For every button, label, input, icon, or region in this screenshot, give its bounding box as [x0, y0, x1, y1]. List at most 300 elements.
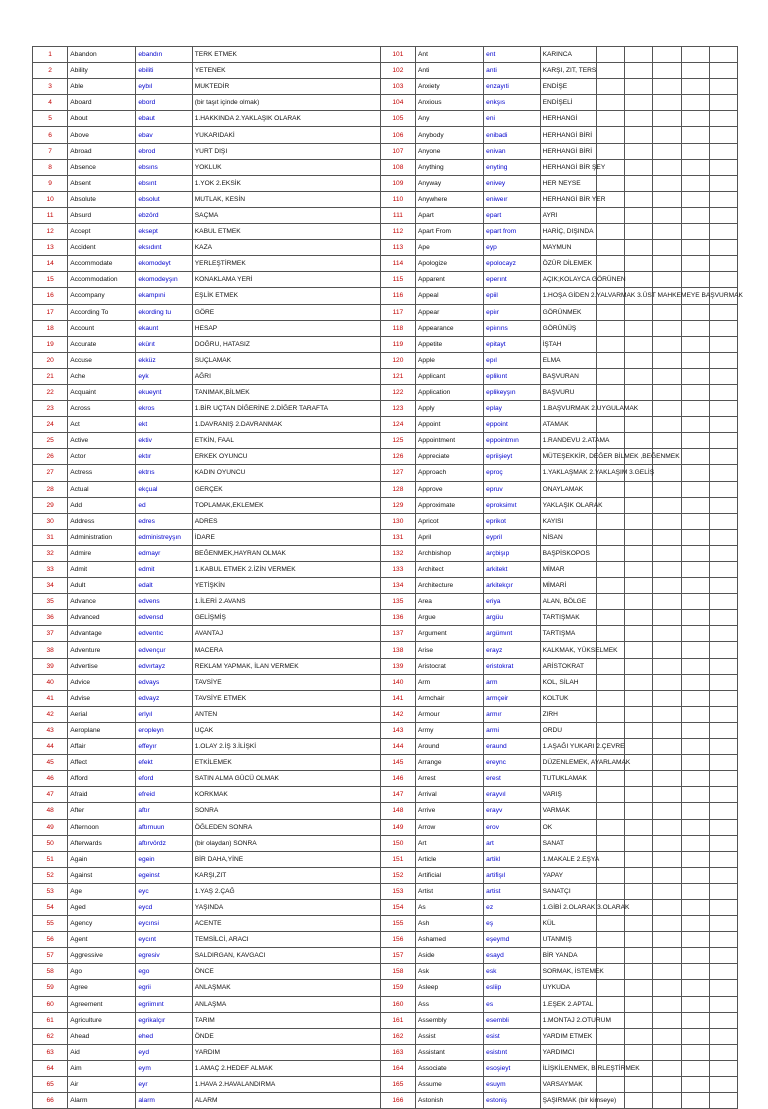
entry-number: 106: [380, 127, 415, 143]
empty-cell: [653, 964, 681, 980]
empty-cell: [653, 642, 681, 658]
turkish-meaning: BEĞENMEK,HAYRAN OLMAK: [192, 545, 380, 561]
english-word: Application: [416, 384, 484, 400]
empty-cell: [625, 948, 653, 964]
pronunciation: artist: [484, 883, 540, 899]
empty-cell: [596, 143, 624, 159]
table-row: [33, 497, 738, 513]
table-row: [33, 224, 738, 240]
turkish-meaning: TAVSİYE: [192, 674, 380, 690]
table-row: [33, 964, 738, 980]
pronunciation: epruv: [484, 481, 540, 497]
empty-cell: [681, 562, 709, 578]
empty-cell: [596, 513, 624, 529]
empty-cell: [653, 63, 681, 79]
empty-cell: [625, 79, 653, 95]
empty-cell: [681, 916, 709, 932]
turkish-meaning: ANLAŞMA: [192, 996, 380, 1012]
empty-cell: [681, 79, 709, 95]
pronunciation: edventıc: [136, 626, 192, 642]
empty-cell: [653, 191, 681, 207]
entry-number: 15: [33, 272, 68, 288]
entry-number: 166: [380, 1093, 415, 1109]
english-word: Accept: [68, 224, 136, 240]
table-row: [33, 883, 738, 899]
pronunciation: anti: [484, 63, 540, 79]
pronunciation: egriimınt: [136, 996, 192, 1012]
empty-cell: [709, 642, 737, 658]
empty-cell: [625, 545, 653, 561]
pronunciation: erlyıl: [136, 706, 192, 722]
empty-cell: [653, 368, 681, 384]
pronunciation: art: [484, 835, 540, 851]
empty-cell: [709, 883, 737, 899]
pronunciation: edvırtayz: [136, 658, 192, 674]
pronunciation: ehed: [136, 1028, 192, 1044]
entry-number: 156: [380, 932, 415, 948]
empty-cell: [681, 867, 709, 883]
turkish-meaning: TOPLAMAK,EKLEMEK: [192, 497, 380, 513]
turkish-meaning: ACENTE: [192, 916, 380, 932]
entry-number: 62: [33, 1028, 68, 1044]
turkish-meaning: İDARE: [192, 529, 380, 545]
pronunciation: ekürıt: [136, 336, 192, 352]
empty-cell: [709, 739, 737, 755]
entry-number: 161: [380, 1012, 415, 1028]
english-word: Arise: [416, 642, 484, 658]
empty-cell: [681, 932, 709, 948]
entry-number: 31: [33, 529, 68, 545]
english-word: Arrow: [416, 819, 484, 835]
turkish-meaning: KÜL: [540, 916, 596, 932]
english-word: Active: [68, 433, 136, 449]
empty-cell: [709, 1077, 737, 1093]
entry-number: 143: [380, 722, 415, 738]
table-row: [33, 288, 738, 304]
empty-cell: [709, 1028, 737, 1044]
empty-cell: [681, 1077, 709, 1093]
table-row: [33, 1012, 738, 1028]
empty-cell: [709, 562, 737, 578]
english-word: Actual: [68, 481, 136, 497]
pronunciation: enibadi: [484, 127, 540, 143]
english-word: Ashamed: [416, 932, 484, 948]
table-row: [33, 320, 738, 336]
empty-cell: [681, 690, 709, 706]
turkish-meaning: ŞAŞIRMAK (bir kimseye): [540, 1093, 596, 1109]
pronunciation: efreid: [136, 787, 192, 803]
turkish-meaning: 1.HAKKINDA 2.YAKLAŞIK OLARAK: [192, 111, 380, 127]
empty-cell: [681, 755, 709, 771]
empty-cell: [681, 835, 709, 851]
entry-number: 52: [33, 867, 68, 883]
entry-number: 133: [380, 562, 415, 578]
pronunciation: ereync: [484, 755, 540, 771]
turkish-meaning: SALDIRGAN, KAVGACI: [192, 948, 380, 964]
empty-cell: [625, 578, 653, 594]
pronunciation: arkitekt: [484, 562, 540, 578]
pronunciation: eniweır: [484, 191, 540, 207]
empty-cell: [709, 932, 737, 948]
entry-number: 157: [380, 948, 415, 964]
table-row: [33, 932, 738, 948]
turkish-meaning: HER NEYSE: [540, 175, 596, 191]
table-row: [33, 578, 738, 594]
english-word: Apart From: [416, 224, 484, 240]
table-row: [33, 690, 738, 706]
empty-cell: [653, 384, 681, 400]
empty-cell: [709, 578, 737, 594]
turkish-meaning: ELMA: [540, 352, 596, 368]
pronunciation: ent: [484, 47, 540, 63]
english-word: Assume: [416, 1077, 484, 1093]
english-word: Accommodate: [68, 256, 136, 272]
entry-number: 13: [33, 240, 68, 256]
english-word: Advice: [68, 674, 136, 690]
pronunciation: edalt: [136, 578, 192, 594]
entry-number: 66: [33, 1093, 68, 1109]
turkish-meaning: BAŞPİSKOPOS: [540, 545, 596, 561]
turkish-meaning: KARINCA: [540, 47, 596, 63]
empty-cell: [625, 1093, 653, 1109]
empty-cell: [625, 883, 653, 899]
empty-cell: [596, 658, 624, 674]
turkish-meaning: GELİŞMİŞ: [192, 610, 380, 626]
empty-cell: [681, 1093, 709, 1109]
empty-cell: [625, 159, 653, 175]
empty-cell: [681, 240, 709, 256]
table-row: [33, 706, 738, 722]
english-word: Aristocrat: [416, 658, 484, 674]
table-body: [33, 47, 743, 1109]
empty-cell: [653, 819, 681, 835]
empty-cell: [681, 545, 709, 561]
english-word: Astonish: [416, 1093, 484, 1109]
pronunciation: ego: [136, 964, 192, 980]
empty-cell: [596, 883, 624, 899]
empty-cell: [653, 143, 681, 159]
pronunciation: esistınt: [484, 1044, 540, 1060]
english-word: Army: [416, 722, 484, 738]
empty-cell: [625, 916, 653, 932]
pronunciation: esayd: [484, 948, 540, 964]
turkish-meaning: TEMSİLCİ, ARACI: [192, 932, 380, 948]
table-row: [33, 304, 738, 320]
turkish-meaning: KONAKLAMA YERİ: [192, 272, 380, 288]
entry-number: 119: [380, 336, 415, 352]
english-word: Argue: [416, 610, 484, 626]
entry-number: 146: [380, 771, 415, 787]
english-word: Apologize: [416, 256, 484, 272]
empty-cell: [596, 352, 624, 368]
english-word: Anything: [416, 159, 484, 175]
empty-cell: [709, 95, 737, 111]
empty-cell: [653, 111, 681, 127]
empty-cell: [681, 739, 709, 755]
empty-cell: [681, 191, 709, 207]
entry-number: 124: [380, 417, 415, 433]
pronunciation: egresiv: [136, 948, 192, 964]
turkish-meaning: YURT DIŞI: [192, 143, 380, 159]
english-word: Account: [68, 320, 136, 336]
table-row: [33, 175, 738, 191]
table-row: [33, 594, 738, 610]
entry-number: 64: [33, 1060, 68, 1076]
turkish-meaning: (bir taşıt içinde olmak): [192, 95, 380, 111]
table-row: [33, 739, 738, 755]
empty-cell: [653, 932, 681, 948]
pronunciation: eproç: [484, 465, 540, 481]
empty-cell: [653, 626, 681, 642]
english-word: According To: [68, 304, 136, 320]
empty-cell: [596, 787, 624, 803]
empty-cell: [709, 690, 737, 706]
turkish-meaning: BİR YANDA: [540, 948, 596, 964]
empty-cell: [681, 1028, 709, 1044]
empty-cell: [596, 722, 624, 738]
turkish-meaning: ERKEK OYUNCU: [192, 449, 380, 465]
entry-number: 39: [33, 658, 68, 674]
turkish-meaning: ZIRH: [540, 706, 596, 722]
entry-number: 63: [33, 1044, 68, 1060]
empty-cell: [653, 47, 681, 63]
english-word: Armour: [416, 706, 484, 722]
turkish-meaning: YARDIMCI: [540, 1044, 596, 1060]
turkish-meaning: 1.EŞEK 2.APTAL: [540, 996, 596, 1012]
table-row: [33, 143, 738, 159]
empty-cell: [709, 433, 737, 449]
pronunciation: edres: [136, 513, 192, 529]
empty-cell: [681, 256, 709, 272]
pronunciation: eplay: [484, 401, 540, 417]
empty-cell: [625, 481, 653, 497]
empty-cell: [709, 191, 737, 207]
table-row: [33, 1077, 738, 1093]
table-row: [33, 1044, 738, 1060]
empty-cell: [709, 1060, 737, 1076]
entry-number: 53: [33, 883, 68, 899]
empty-cell: [653, 352, 681, 368]
vocabulary-table: [32, 46, 743, 1109]
pronunciation: erayz: [484, 642, 540, 658]
turkish-meaning: 1.YOK 2.EKSİK: [192, 175, 380, 191]
empty-cell: [681, 47, 709, 63]
entry-number: 137: [380, 626, 415, 642]
turkish-meaning: 1.DAVRANIŞ 2.DAVRANMAK: [192, 417, 380, 433]
table-row: [33, 803, 738, 819]
english-word: Above: [68, 127, 136, 143]
turkish-meaning: AVANTAJ: [192, 626, 380, 642]
empty-cell: [625, 111, 653, 127]
empty-cell: [653, 1077, 681, 1093]
empty-cell: [681, 706, 709, 722]
english-word: Accuse: [68, 352, 136, 368]
english-word: Arm: [416, 674, 484, 690]
entry-number: 12: [33, 224, 68, 240]
table-row: [33, 401, 738, 417]
turkish-meaning: ONAYLAMAK: [540, 481, 596, 497]
pronunciation: ektiv: [136, 433, 192, 449]
entry-number: 147: [380, 787, 415, 803]
pronunciation: edvayz: [136, 690, 192, 706]
table-row: [33, 771, 738, 787]
table-row: [33, 562, 738, 578]
empty-cell: [653, 95, 681, 111]
entry-number: 48: [33, 803, 68, 819]
english-word: Appeal: [416, 288, 484, 304]
entry-number: 22: [33, 384, 68, 400]
turkish-meaning: 1.AMAÇ 2.HEDEF ALMAK: [192, 1060, 380, 1076]
table-row: [33, 272, 738, 288]
english-word: Advance: [68, 594, 136, 610]
turkish-meaning: YARDIM: [192, 1044, 380, 1060]
english-word: Again: [68, 851, 136, 867]
english-word: Advantage: [68, 626, 136, 642]
empty-cell: [681, 224, 709, 240]
empty-cell: [681, 143, 709, 159]
pronunciation: eraund: [484, 739, 540, 755]
empty-cell: [709, 143, 737, 159]
empty-cell: [653, 1012, 681, 1028]
pronunciation: ebsınt: [136, 175, 192, 191]
empty-cell: [596, 819, 624, 835]
empty-cell: [596, 948, 624, 964]
empty-cell: [709, 529, 737, 545]
pronunciation: erayvıl: [484, 787, 540, 803]
english-word: Absent: [68, 175, 136, 191]
english-word: Area: [416, 594, 484, 610]
empty-cell: [596, 835, 624, 851]
empty-cell: [625, 690, 653, 706]
turkish-meaning: ÖNDE: [192, 1028, 380, 1044]
empty-cell: [625, 95, 653, 111]
turkish-meaning: TARTIŞMAK: [540, 610, 596, 626]
table-row: [33, 899, 738, 915]
turkish-meaning: 1.OLAY 2.İŞ 3.İLİŞKİ: [192, 739, 380, 755]
empty-cell: [681, 175, 709, 191]
empty-cell: [709, 79, 737, 95]
pronunciation: eppointmın: [484, 433, 540, 449]
pronunciation: aftırvördz: [136, 835, 192, 851]
pronunciation: ebiliti: [136, 63, 192, 79]
empty-cell: [625, 1028, 653, 1044]
entry-number: 105: [380, 111, 415, 127]
empty-cell: [681, 304, 709, 320]
empty-cell: [625, 384, 653, 400]
pronunciation: eycınsi: [136, 916, 192, 932]
english-word: Affair: [68, 739, 136, 755]
empty-cell: [653, 594, 681, 610]
english-word: Apple: [416, 352, 484, 368]
empty-cell: [709, 159, 737, 175]
pronunciation: ektır: [136, 449, 192, 465]
empty-cell: [709, 481, 737, 497]
empty-cell: [625, 368, 653, 384]
english-word: Artist: [416, 883, 484, 899]
entry-number: 128: [380, 481, 415, 497]
empty-cell: [709, 819, 737, 835]
empty-cell: [709, 867, 737, 883]
pronunciation: aftırnuun: [136, 819, 192, 835]
empty-cell: [596, 996, 624, 1012]
turkish-meaning: BİR DAHA,YİNE: [192, 851, 380, 867]
english-word: Air: [68, 1077, 136, 1093]
turkish-meaning: GÖRE: [192, 304, 380, 320]
entry-number: 19: [33, 336, 68, 352]
turkish-meaning: ANTEN: [192, 706, 380, 722]
entry-number: 40: [33, 674, 68, 690]
english-word: Ahead: [68, 1028, 136, 1044]
empty-cell: [596, 706, 624, 722]
english-word: Art: [416, 835, 484, 851]
empty-cell: [709, 304, 737, 320]
entry-number: 33: [33, 562, 68, 578]
pronunciation: eppoint: [484, 417, 540, 433]
empty-cell: [681, 481, 709, 497]
pronunciation: argümınt: [484, 626, 540, 642]
empty-cell: [653, 272, 681, 288]
empty-cell: [625, 932, 653, 948]
empty-cell: [596, 690, 624, 706]
entry-number: 16: [33, 288, 68, 304]
empty-cell: [596, 304, 624, 320]
empty-cell: [709, 1093, 737, 1109]
english-word: Accident: [68, 240, 136, 256]
turkish-meaning: UÇAK: [192, 722, 380, 738]
english-word: Afterwards: [68, 835, 136, 851]
turkish-meaning: SAÇMA: [192, 207, 380, 223]
empty-cell: [681, 352, 709, 368]
pronunciation: enkşıs: [484, 95, 540, 111]
pronunciation: esliip: [484, 980, 540, 996]
english-word: Appearance: [416, 320, 484, 336]
empty-cell: [681, 980, 709, 996]
empty-cell: [625, 706, 653, 722]
empty-cell: [625, 47, 653, 63]
empty-cell: [596, 207, 624, 223]
entry-number: 132: [380, 545, 415, 561]
entry-number: 42: [33, 706, 68, 722]
english-word: Anyway: [416, 175, 484, 191]
empty-cell: [625, 803, 653, 819]
english-word: Article: [416, 851, 484, 867]
table-row: [33, 626, 738, 642]
empty-cell: [596, 1093, 624, 1109]
empty-cell: [596, 336, 624, 352]
table-row: [33, 79, 738, 95]
empty-cell: [681, 964, 709, 980]
empty-cell: [653, 513, 681, 529]
entry-number: 134: [380, 578, 415, 594]
empty-cell: [653, 1028, 681, 1044]
turkish-meaning: HERHANGİ BİRİ: [540, 143, 596, 159]
pronunciation: alarm: [136, 1093, 192, 1109]
table-row: [33, 191, 738, 207]
empty-cell: [681, 578, 709, 594]
entry-number: 58: [33, 964, 68, 980]
empty-cell: [709, 964, 737, 980]
entry-number: 41: [33, 690, 68, 706]
empty-cell: [709, 497, 737, 513]
empty-cell: [653, 79, 681, 95]
turkish-meaning: AĞRI: [192, 368, 380, 384]
pronunciation: epriişieyt: [484, 449, 540, 465]
pronunciation: eksıdınt: [136, 240, 192, 256]
empty-cell: [653, 1044, 681, 1060]
pronunciation: ekros: [136, 401, 192, 417]
turkish-meaning: KORKMAK: [192, 787, 380, 803]
empty-cell: [681, 529, 709, 545]
